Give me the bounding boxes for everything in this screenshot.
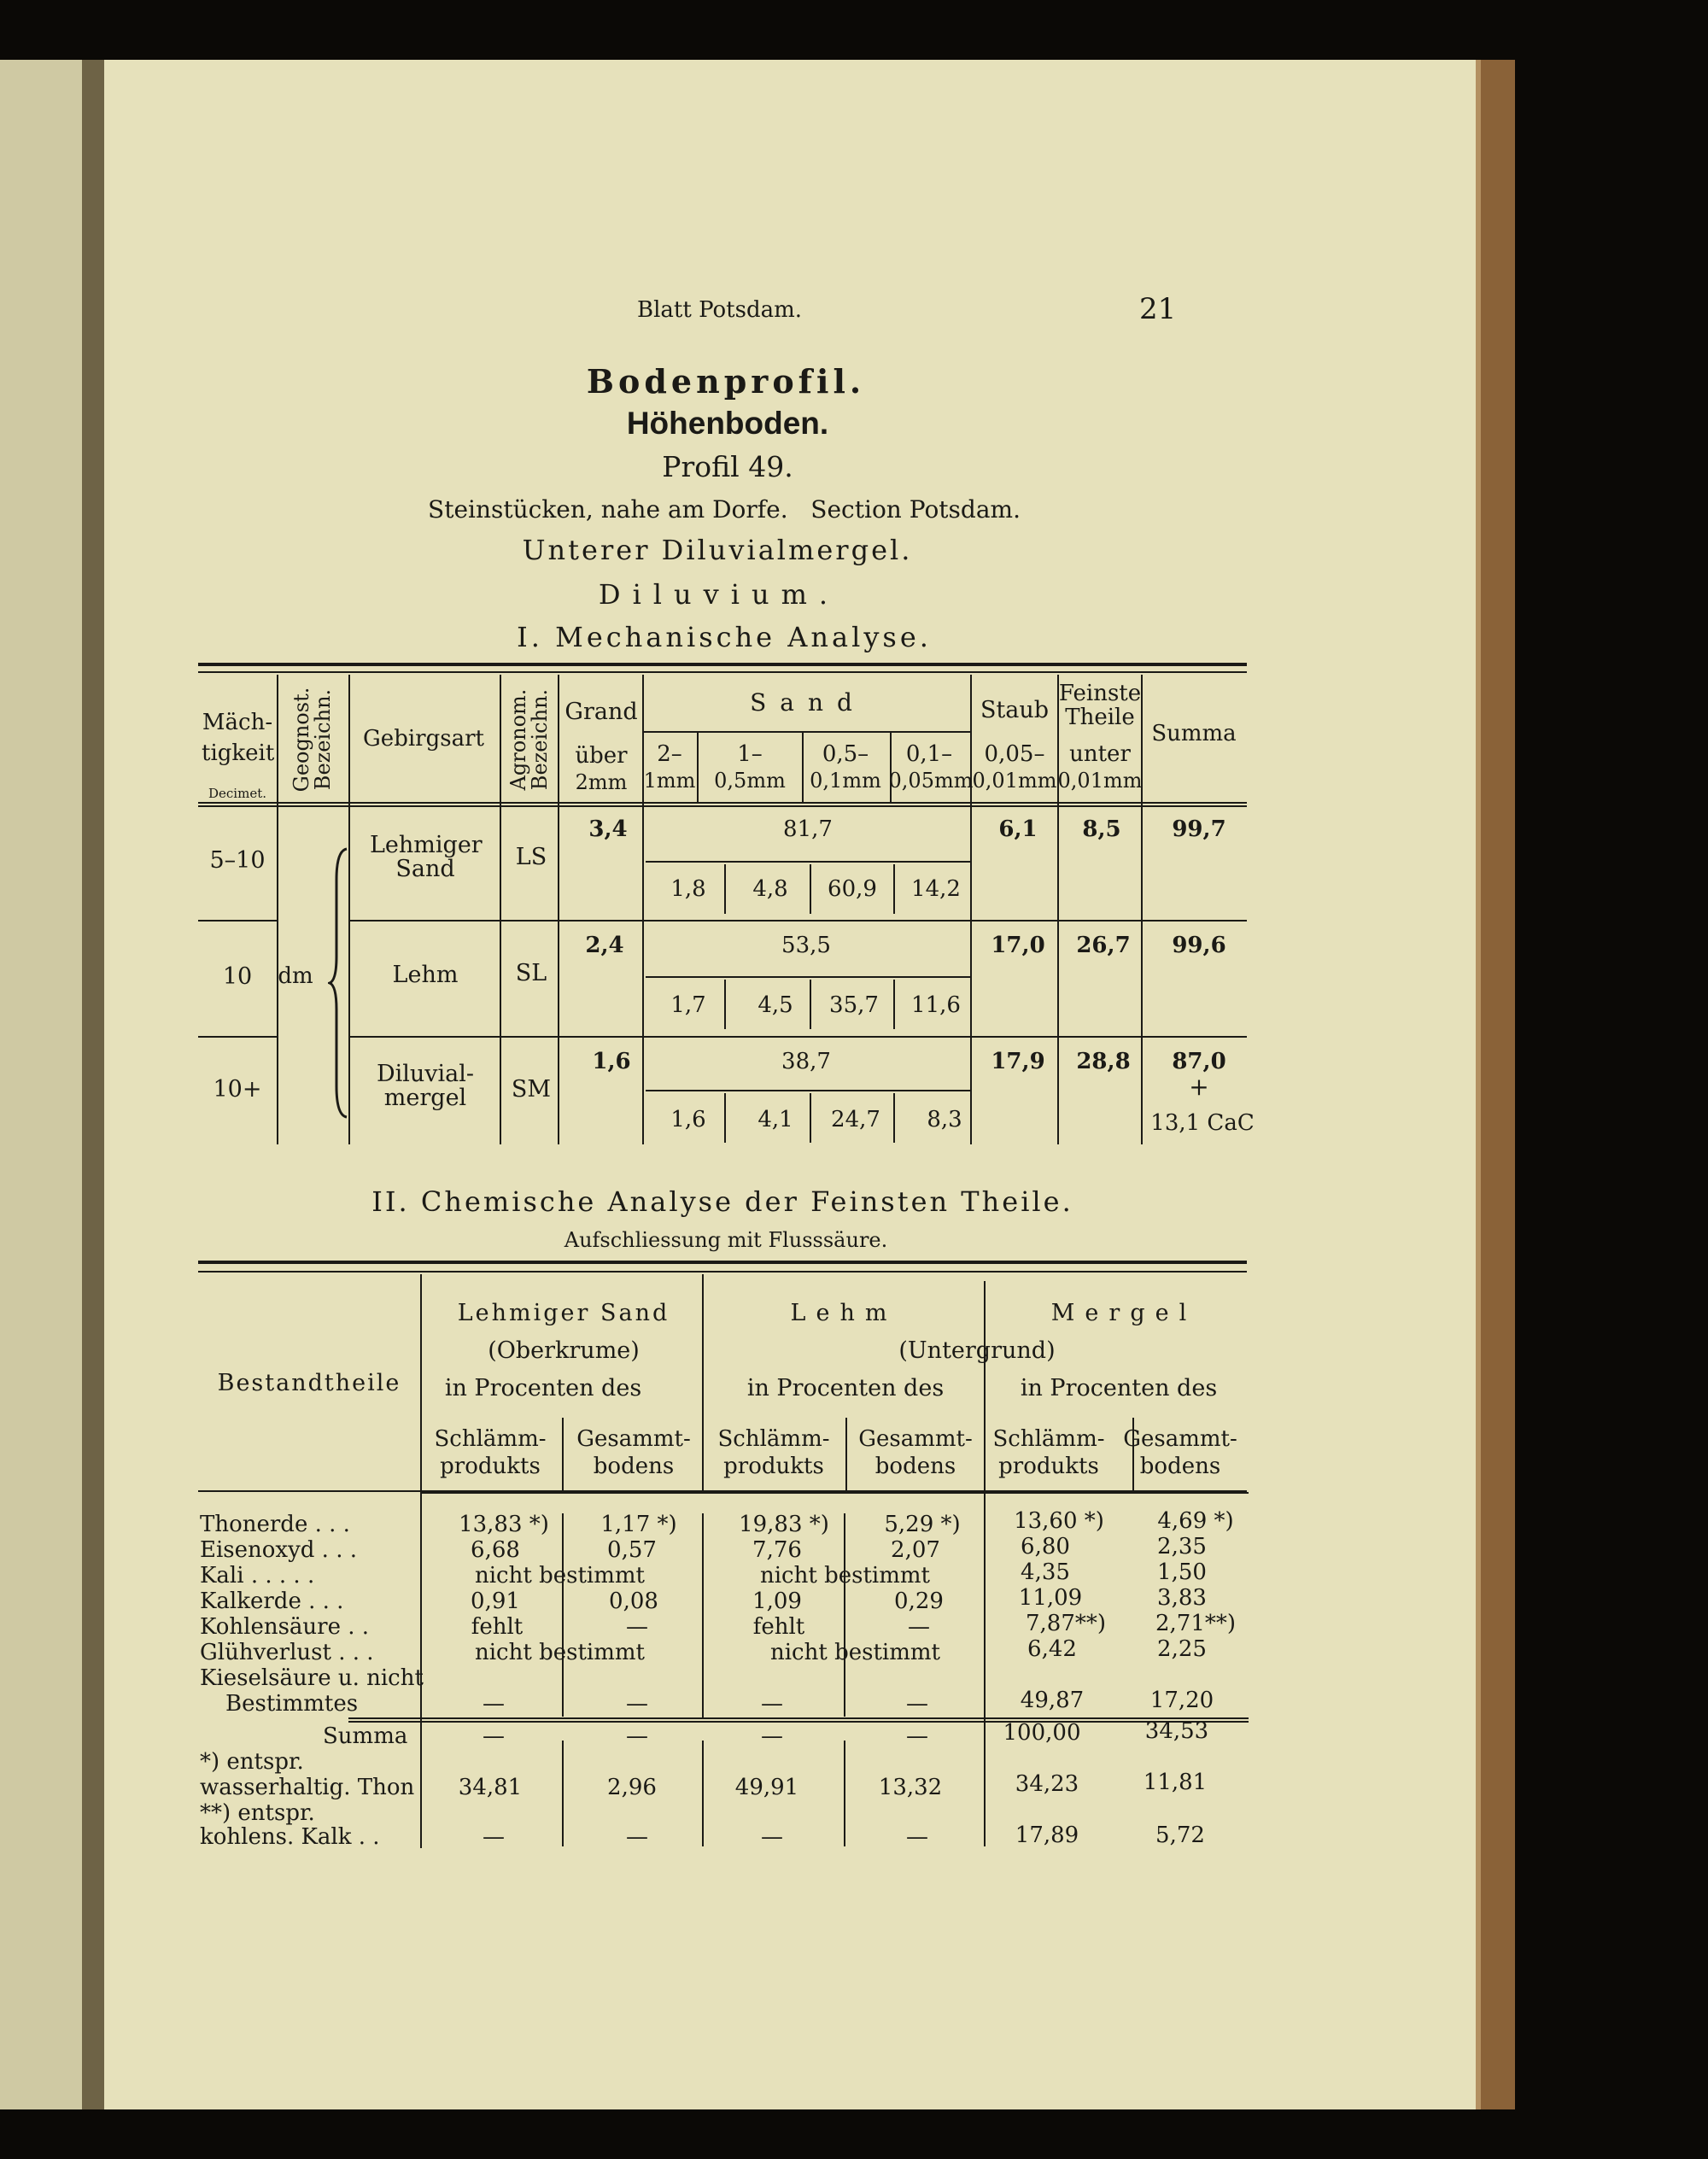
mech-row-2-fr3: 35,7: [829, 992, 879, 1018]
mech-header-geognost: Geognost. Bezeichn.: [290, 687, 335, 793]
left-page-edge: [0, 60, 82, 2109]
chem-row-7-label2: Bestimmtes: [225, 1691, 359, 1717]
mech-row-1-fr3: 60,9: [828, 876, 877, 902]
mech-row-3-fr2: 4,1: [757, 1107, 793, 1132]
mech-row-1-sand: 81,7: [783, 816, 833, 842]
chem-header-schl-1b: produkts: [440, 1454, 541, 1479]
mech-row-2-depth: 10: [222, 963, 253, 990]
chem-header-untergrund: (Untergrund): [898, 1337, 1056, 1364]
mech-row-1-fr1: 1,8: [670, 876, 706, 902]
mech-header-grand-unit: 2mm: [575, 770, 628, 794]
mech-header-grand: Grand: [564, 699, 638, 725]
mech-row-1-depth: 5–10: [209, 847, 266, 874]
chem-thon-v1: 34,81: [458, 1775, 523, 1800]
mech-row-2-grand: 2,4: [585, 933, 624, 958]
chem-thon-v6: 11,81: [1143, 1770, 1208, 1795]
mech-header-sand-3: 0,5–: [822, 741, 869, 767]
running-title: Blatt Potsdam.: [637, 297, 803, 323]
chem-row-3-v6: 1,50: [1157, 1559, 1207, 1585]
chem-row-2-v3: 7,76: [752, 1537, 802, 1563]
chem-row-2-v1: 6,68: [471, 1537, 520, 1563]
chem-row-5-v6: 2,71**): [1155, 1611, 1237, 1636]
mech-geognost: dm: [278, 963, 313, 989]
chem-header-lehmiger-sand: Lehmiger Sand: [457, 1300, 670, 1326]
chem-row-2-v6: 2,35: [1157, 1534, 1207, 1559]
mech-row-3-fr3: 24,7: [831, 1107, 880, 1132]
title-diluvium: Diluvium.: [598, 578, 840, 611]
mech-header-sand-2-unit: 0,5mm: [714, 769, 786, 793]
chem-row-3-v3: nicht bestimmt: [760, 1563, 930, 1589]
chem-row-6-label: Glühverlust . . .: [200, 1640, 374, 1665]
mech-row-1-grand: 3,4: [588, 816, 628, 842]
title-mech-analyse: I. Mechanische Analyse.: [517, 621, 932, 653]
chem-header-inproc-1: in Procenten des: [444, 1375, 642, 1401]
chem-summa-v1: —: [483, 1723, 505, 1749]
chem-header-schl-3b: produkts: [998, 1454, 1099, 1479]
mech-row-2-fr4: 11,6: [911, 992, 961, 1018]
chem-row-7-v2: —: [626, 1691, 648, 1717]
chem-thon-v2: 2,96: [607, 1775, 657, 1800]
chem-row-7-v3: —: [761, 1691, 783, 1717]
mech-header-agronom: Agronom. Bezeichn.: [506, 688, 552, 791]
chem-row-4-v5: 11,09: [1018, 1585, 1083, 1611]
chem-summa-v6: 34,53: [1144, 1718, 1209, 1744]
chem-header-ges-2b: bodens: [874, 1454, 956, 1479]
chem-row-1-v6: 4,69 *): [1157, 1508, 1234, 1534]
chem-thon-v4: 13,32: [878, 1775, 943, 1800]
chem-kalk-v1: —: [483, 1824, 505, 1850]
chem-header-inproc-2: in Procenten des: [746, 1375, 945, 1401]
chem-row-2-v2: 0,57: [607, 1537, 657, 1563]
mech-row-1-fr2: 4,8: [752, 876, 788, 902]
chem-row-2-v5: 6,80: [1021, 1534, 1070, 1559]
mech-row-3-summa-caco3: 13,1 CaC: [1150, 1110, 1255, 1136]
mech-row-3-grand: 1,6: [592, 1049, 631, 1074]
chem-row-5-v5: 7,87**): [1025, 1611, 1107, 1636]
mech-header-feinste-unit: 0,01mm: [1057, 769, 1143, 793]
chem-kalk-v4: —: [906, 1824, 928, 1850]
mech-header-gebirgsart: Gebirgsart: [363, 726, 484, 752]
chem-row-1-v4: 5,29 *): [884, 1512, 961, 1537]
chem-row-5-v1: fehlt: [471, 1614, 524, 1640]
chem-row-6-v1: nicht bestimmt: [475, 1640, 645, 1665]
chem-kalk-v5: 17,89: [1015, 1823, 1079, 1848]
mech-row-1-summa: 99,7: [1172, 816, 1226, 842]
chem-row-5-v3: fehlt: [752, 1614, 805, 1640]
title-hoehenboden: Höhenboden.: [626, 406, 829, 441]
mech-row-3-sand: 38,7: [781, 1049, 831, 1074]
chem-header-bestandtheile: Bestandtheile: [217, 1370, 401, 1396]
mech-row-2-fr2: 4,5: [757, 992, 793, 1018]
mech-row-1-fr4: 14,2: [911, 876, 961, 902]
chem-row-6-v6: 2,25: [1157, 1636, 1207, 1662]
chem-row-1-v3: 19,83 *): [739, 1512, 829, 1537]
mech-row-2-fr1: 1,7: [670, 992, 706, 1018]
mech-row-2-gebirgsart: Lehm: [392, 962, 459, 988]
chem-header-schl-2b: produkts: [723, 1454, 824, 1479]
chem-row-5-v4: —: [908, 1614, 930, 1640]
chem-header-lehm: Lehm: [790, 1300, 898, 1326]
mech-row-3-depth: 10+: [213, 1076, 262, 1103]
chem-row-3-label: Kali . . . . .: [200, 1563, 315, 1589]
chem-row-4-v6: 3,83: [1157, 1585, 1207, 1611]
mech-row-1-feinste: 8,5: [1082, 816, 1121, 842]
mech-row-1-staub: 6,1: [998, 816, 1038, 842]
mech-header-sand-4: 0,1–: [905, 741, 953, 767]
title-location: Steinstücken, nahe am Dorfe. Section Potsdam.: [428, 495, 1021, 524]
mech-row-1-agronom: LS: [515, 844, 547, 870]
chem-header-schl-3a: Schlämm-: [992, 1426, 1105, 1452]
mech-header-sand-3-unit: 0,1mm: [810, 769, 881, 793]
chem-row-5-label: Kohlensäure . .: [200, 1614, 370, 1640]
mech-header-sand-2: 1–: [737, 741, 763, 767]
chem-subtitle: Aufschliessung mit Flusssäure.: [564, 1228, 888, 1252]
chem-header-ges-2a: Gesammt-: [858, 1426, 973, 1452]
chem-summa-v4: —: [906, 1723, 928, 1749]
chem-row-4-v3: 1,09: [752, 1589, 802, 1614]
mech-row-2-feinste: 26,7: [1076, 933, 1131, 958]
chem-header-schl-2a: Schlämm-: [717, 1426, 830, 1452]
chem-summa-v3: —: [761, 1723, 783, 1749]
mech-row-2-summa: 99,6: [1172, 933, 1226, 958]
chem-kalk-v3: —: [761, 1824, 783, 1850]
mech-header-decimet: Decimet.: [208, 786, 266, 801]
chem-row-7-v6: 17,20: [1149, 1688, 1214, 1713]
title-formation: Unterer Diluvialmergel.: [522, 534, 913, 566]
chem-row-6-v5: 6,42: [1027, 1636, 1077, 1662]
mech-header-staub-sub: 0,05–: [984, 741, 1045, 767]
chem-row-2-label: Eisenoxyd . . .: [200, 1537, 358, 1563]
chem-summa-v2: —: [626, 1723, 648, 1749]
page-edge: [1481, 60, 1515, 2109]
mech-header-sand: Sand: [750, 688, 866, 717]
mech-row-3-gebirgsart: Diluvial-mergel: [376, 1061, 475, 1111]
chem-row-1-v2: 1,17 *): [600, 1512, 677, 1537]
chem-row-6-v3: nicht bestimmt: [770, 1640, 940, 1665]
chem-row-7-v4: —: [906, 1691, 928, 1717]
chem-row-4-label: Kalkerde . . .: [200, 1589, 344, 1614]
chem-header-oberkrume: (Oberkrume): [488, 1337, 640, 1364]
chem-row-1-label: Thonerde . . .: [200, 1512, 350, 1537]
chem-thon-label1: *) entspr.: [200, 1749, 304, 1775]
mech-header-summa: Summa: [1151, 721, 1237, 746]
chem-row-4-v2: 0,08: [609, 1589, 658, 1614]
chem-row-3-v5: 4,35: [1021, 1559, 1070, 1585]
mech-header-maechtigkeit: Mäch-tigkeit: [202, 710, 275, 766]
chem-kalk-v6: 5,72: [1155, 1823, 1205, 1848]
mech-row-3-fr4: 8,3: [927, 1107, 962, 1132]
chem-kalk-v2: —: [626, 1824, 648, 1850]
mech-header-feinste-sub: unter: [1069, 741, 1131, 767]
chem-kalk-label2: kohlens. Kalk . .: [200, 1824, 380, 1850]
chem-row-7-label: Kieselsäure u. nicht: [200, 1665, 424, 1691]
mech-row-2-agronom: SL: [515, 960, 547, 986]
mech-header-staub-unit: 0,01mm: [972, 769, 1057, 793]
mech-row-3-summa-plus: +: [1189, 1073, 1209, 1101]
mech-header-feinste: Feinste Theile: [1058, 681, 1142, 730]
mech-row-3-fr1: 1,6: [670, 1107, 706, 1132]
mech-row-3-feinste: 28,8: [1076, 1049, 1131, 1074]
chem-row-5-v2: —: [626, 1614, 648, 1640]
chem-header-ges-3a: Gesammt-: [1123, 1426, 1237, 1452]
chem-row-4-v1: 0,91: [471, 1589, 520, 1614]
brace-icon: [328, 845, 350, 1120]
mech-header-sand-1-unit: 1mm: [643, 769, 696, 793]
chem-thon-v3: 49,91: [734, 1775, 799, 1800]
chem-summa-label: Summa: [323, 1723, 408, 1749]
mech-row-3-staub: 17,9: [991, 1049, 1045, 1074]
mech-row-1-gebirgsart: Lehmiger Sand: [370, 832, 483, 882]
chem-header-mergel: Mergel: [1050, 1300, 1197, 1326]
chem-row-3-v1: nicht bestimmt: [475, 1563, 645, 1589]
chem-header-ges-3b: bodens: [1139, 1454, 1221, 1479]
mech-header-staub: Staub: [980, 697, 1050, 723]
chem-header-inproc-3: in Procenten des: [1020, 1375, 1218, 1401]
chem-row-7-v1: —: [483, 1691, 505, 1717]
chem-summa-v5: 100,00: [1003, 1720, 1081, 1746]
mech-header-grand-sub: über: [575, 743, 628, 769]
chem-thon-label2: wasserhaltig. Thon: [200, 1775, 415, 1800]
chem-title: II. Chemische Analyse der Feinsten Theile.: [371, 1185, 1073, 1218]
mech-header-sand-4-unit: 0,05mm: [888, 769, 974, 793]
chem-row-1-v5: 13,60 *): [1014, 1508, 1104, 1534]
chem-header-schl-1a: Schlämm-: [434, 1426, 547, 1452]
chem-kalk-label1: **) entspr.: [200, 1800, 315, 1826]
chem-row-7-v5: 49,87: [1020, 1688, 1085, 1713]
chem-header-ges-1b: bodens: [593, 1454, 675, 1479]
title-profil: Profil 49.: [662, 450, 793, 483]
page-number: 21: [1139, 292, 1177, 326]
chem-row-4-v4: 0,29: [894, 1589, 944, 1614]
title-bodenprofil: Bodenprofil.: [586, 362, 866, 401]
mech-row-3-agronom: SM: [511, 1076, 552, 1103]
chem-header-ges-1a: Gesammt-: [576, 1426, 691, 1452]
mech-row-2-staub: 17,0: [991, 933, 1045, 958]
chem-thon-v5: 34,23: [1015, 1771, 1079, 1797]
book-spine: [82, 60, 104, 2109]
chem-row-2-v4: 2,07: [891, 1537, 940, 1563]
mech-row-2-sand: 53,5: [781, 933, 831, 958]
mech-row-3-summa: 87,0: [1172, 1049, 1226, 1074]
chem-row-1-v1: 13,83 *): [459, 1512, 549, 1537]
mech-header-sand-1: 2–: [657, 741, 682, 767]
